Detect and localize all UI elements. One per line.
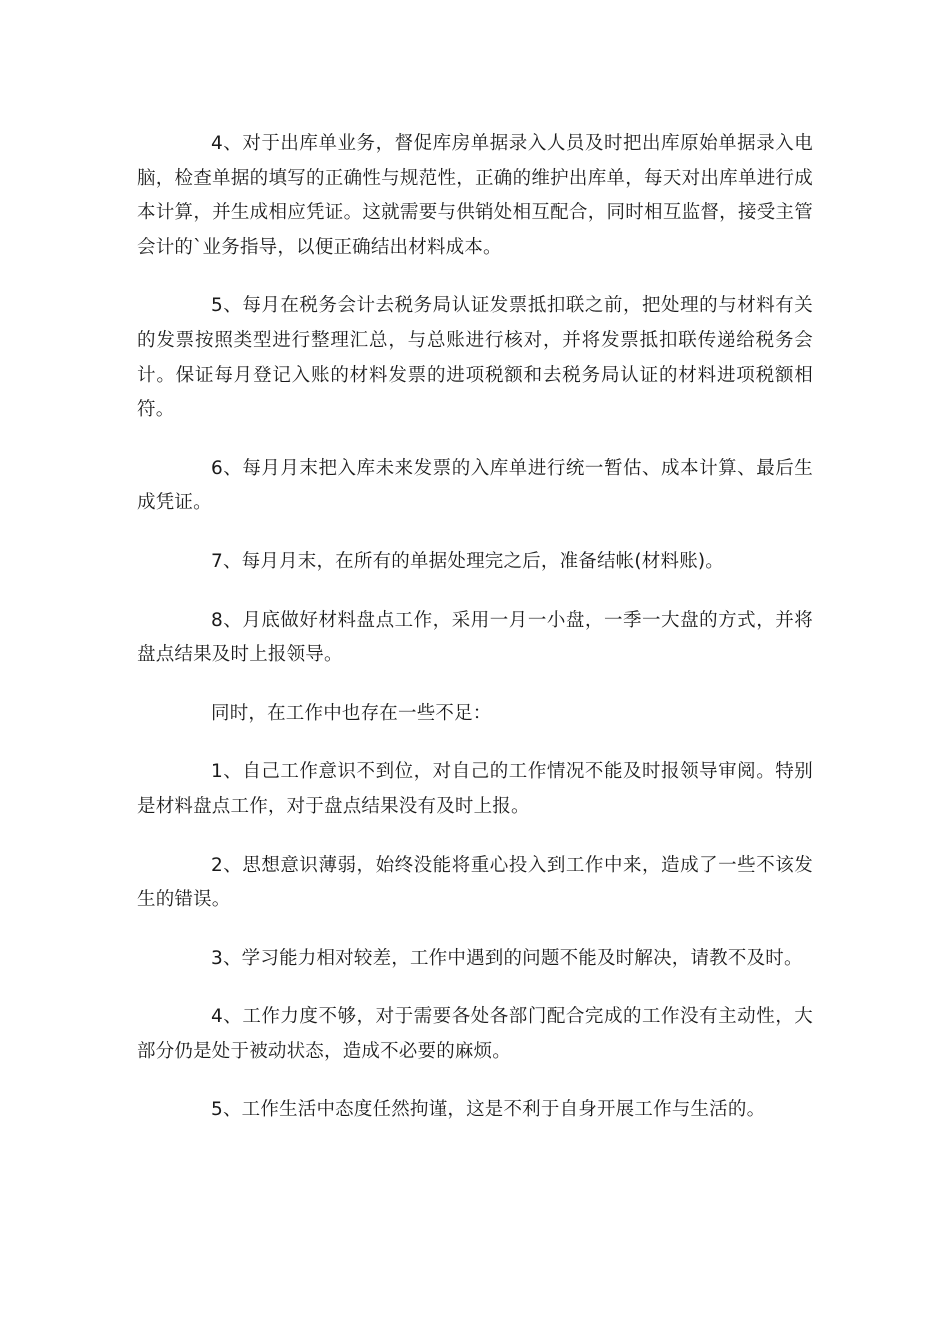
paragraph-gap — [137, 428, 813, 452]
document-body — [137, 127, 813, 1128]
paragraph-gap — [137, 918, 813, 942]
paragraph-inventory-count: 8、月底做好材料盘点工作，采用一月一小盘，一季一大盘的方式，并将盘点结果及时上报领导。 — [137, 609, 813, 666]
paragraph-gap — [137, 580, 813, 604]
paragraph-month-end-estimate: 6、每月月末把入库未来发票的入库单进行统一暂估、成本计算、最后生成凭证。 — [137, 457, 813, 514]
paragraph-gap — [137, 521, 813, 545]
paragraph-gap — [137, 265, 813, 289]
paragraph-month-end-closing: 7、每月月末，在所有的单据处理完之后，准备结帐(材料账)。 — [211, 550, 725, 572]
paragraph-gap — [137, 731, 813, 755]
paragraph-shortcomings-intro: 同时，在工作中也存在一些不足： — [211, 702, 492, 724]
paragraph-outbound-orders: 4、对于出库单业务，督促库房单据录入人员及时把出库原始单据录入电脑，检查单据的填写的正确性与规范性，正确的维护出库单，每天对出库单进行成本计算，并生成相应凭证。这就需要与供销处相互配合，同时相互监督，接受主管会计的`业务指导，以便正确结出材料成本。 — [137, 133, 813, 258]
paragraph-gap — [137, 825, 813, 849]
paragraph-shortcoming-2: 2、思想意识薄弱，始终没能将重心投入到工作中来，造成了一些不该发生的错误。 — [137, 854, 813, 911]
paragraph-tax-invoices: 5、每月在税务会计去税务局认证发票抵扣联之前，把处理的与材料有关的发票按照类型进行整理汇总，与总账进行核对，并将发票抵扣联传递给税务会计。保证每月登记入账的材料发票的进项税额和去税务局认证的材料进项税额相符。 — [137, 295, 813, 421]
paragraph-shortcoming-1: 1、自己工作意识不到位，对自己的工作情况不能及时报领导审阅。特别是材料盘点工作，对于盘点结果没有及时上报。 — [137, 761, 813, 817]
paragraph-gap — [137, 1069, 813, 1093]
paragraph-gap — [137, 976, 813, 1000]
paragraph-shortcoming-5: 5、工作生活中态度任然拘谨，这是不利于自身开展工作与生活的。 — [211, 1099, 766, 1121]
paragraph-gap — [137, 673, 813, 697]
paragraph-shortcoming-3: 3、学习能力相对较差，工作中遇到的问题不能及时解决，请教不及时。 — [211, 947, 803, 969]
paragraph-shortcoming-4: 4、工作力度不够，对于需要各处各部门配合完成的工作没有主动性，大部分仍是处于被动状态，造成不必要的麻烦。 — [137, 1006, 813, 1062]
